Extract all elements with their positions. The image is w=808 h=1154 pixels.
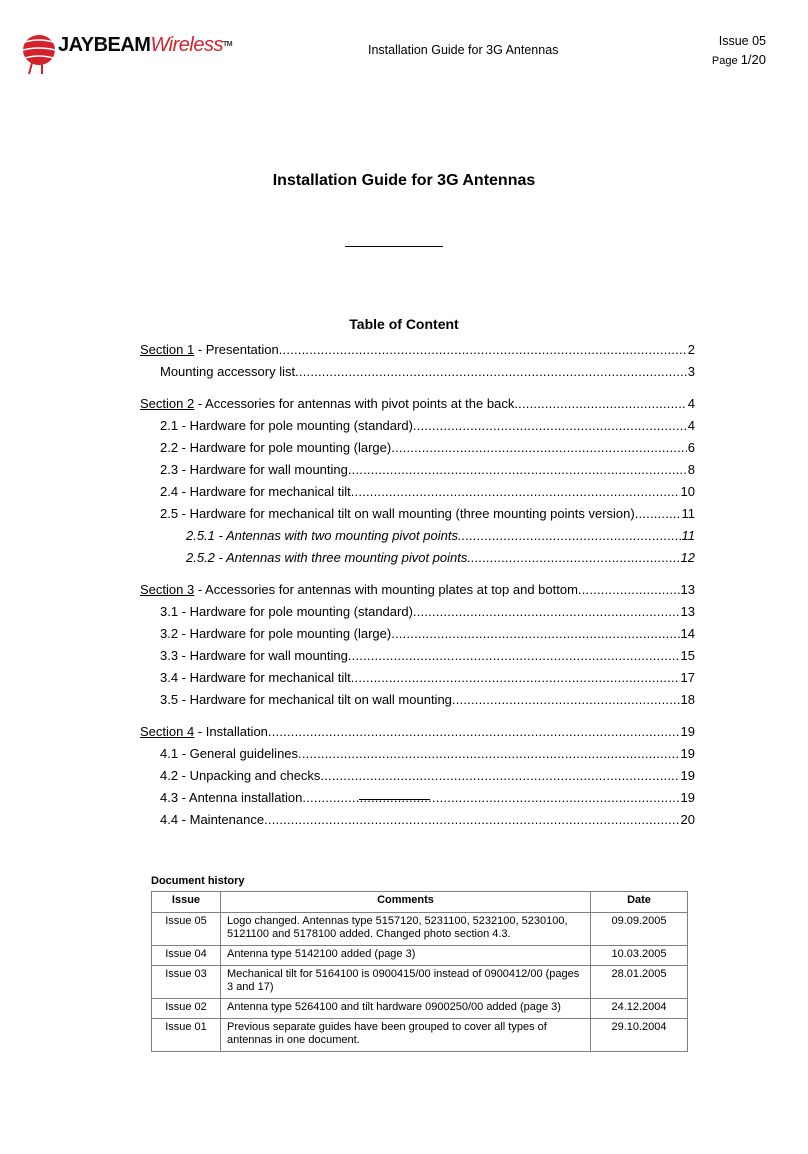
col-date: Date [591, 892, 688, 913]
toc-entry[interactable] [140, 601, 695, 623]
toc-leader [635, 503, 681, 525]
toc-page-number: 8 [687, 462, 695, 477]
toc-entry-label [160, 415, 413, 437]
history-date-cell: 24.12.2004 [591, 999, 688, 1019]
toc-entry-label [186, 525, 458, 547]
toc-page-number: 19 [680, 768, 695, 783]
toc-heading: Table of Content [349, 316, 459, 332]
toc-entry-title: - Presentation [194, 342, 279, 357]
toc-page-number: 20 [680, 812, 695, 827]
toc-entry[interactable] [140, 809, 695, 831]
toc-entry[interactable] [140, 459, 695, 481]
history-issue-cell: Issue 05 [152, 913, 221, 946]
page-label: Page [711, 55, 738, 67]
toc-section-link[interactable]: Section 4 [140, 724, 195, 739]
toc-page-number: 10 [680, 484, 695, 499]
toc-entry[interactable] [140, 393, 695, 415]
toc-page-number: 13 [680, 604, 695, 619]
toc-entry[interactable] [140, 721, 695, 743]
toc-entry-title: 2.2 - Hardware for pole mounting (large) [160, 440, 392, 455]
toc-leader [302, 787, 679, 809]
toc-entry-label [140, 339, 279, 361]
toc-section-link[interactable]: Section 1 [140, 342, 195, 357]
toc-page-number: 19 [680, 790, 695, 805]
history-table [151, 891, 688, 1052]
toc-entry-label [186, 547, 467, 569]
toc-entry-title: 3.3 - Hardware for wall mounting [160, 648, 348, 663]
document-title: Installation Guide for 3G Antennas [272, 172, 536, 189]
toc-entry-title: 3.2 - Hardware for pole mounting (large) [160, 626, 392, 641]
toc-entry-label [160, 601, 413, 623]
col-comments: Comments [221, 892, 591, 913]
toc-entry-label [140, 393, 514, 415]
toc-divider [359, 799, 430, 800]
toc-leader [298, 743, 680, 765]
history-comment-cell: Antenna type 5142100 added (page 3) [221, 946, 591, 966]
toc-entry[interactable] [140, 743, 695, 765]
history-header-row [152, 892, 688, 913]
toc-entry[interactable] [140, 437, 695, 459]
toc-entry[interactable] [140, 503, 695, 525]
toc-entry-label [160, 689, 452, 711]
toc-leader [458, 525, 681, 547]
toc-page-number: 2 [687, 342, 695, 357]
toc-entry[interactable] [140, 361, 695, 383]
table-row [152, 966, 688, 999]
toc-entry[interactable] [140, 525, 695, 547]
toc-entry-label [160, 809, 264, 831]
col-issue: Issue [152, 892, 221, 913]
toc-leader [413, 415, 687, 437]
table-row [152, 913, 688, 946]
toc-entry-label [160, 481, 351, 503]
toc-entry-label [160, 787, 302, 809]
toc-page-number: 13 [680, 582, 695, 597]
toc-entry-title: 4.2 - Unpacking and checks [160, 768, 321, 783]
history-issue-cell: Issue 04 [152, 946, 221, 966]
toc-entry-title: 2.4 - Hardware for mechanical tilt [160, 484, 351, 499]
toc-entry-label [160, 361, 295, 383]
table-row [152, 1019, 688, 1052]
toc-entry[interactable] [140, 689, 695, 711]
toc-page-number: 6 [687, 440, 695, 455]
toc-entry[interactable] [140, 415, 695, 437]
toc-entry-label [160, 623, 391, 645]
history-issue-cell: Issue 02 [152, 999, 221, 1019]
toc-page-number: 4 [687, 418, 695, 433]
history-label: Document history [151, 875, 245, 887]
table-row [152, 999, 688, 1019]
toc-page-number: 12 [680, 550, 695, 565]
toc-entry-label [140, 721, 268, 743]
toc-entry-title: 2.5 - Hardware for mechanical tilt on wall mounting (three mounting points version) [160, 506, 635, 521]
logo-wordmark: JAYBEAMWireless™ [58, 34, 233, 56]
header-issue: Issue 05 [718, 34, 766, 48]
toc-section-link[interactable]: Section 2 [140, 396, 195, 411]
toc-entry-title: 4.1 - General guidelines [160, 746, 299, 761]
toc-entry-title: Mounting accessory list [160, 364, 296, 379]
history-issue-cell: Issue 03 [152, 966, 221, 999]
toc-leader [295, 361, 687, 383]
page-number: 1/20 [740, 52, 766, 67]
toc-leader [351, 667, 680, 689]
toc-entry[interactable] [140, 787, 695, 809]
toc-leader [452, 689, 680, 711]
toc-page-number: 3 [687, 364, 695, 379]
toc-entry-label [140, 579, 578, 601]
toc-entry-title: 2.3 - Hardware for wall mounting [160, 462, 348, 477]
table-of-contents [140, 339, 695, 831]
antenna-dish-icon [20, 28, 60, 76]
toc-leader [514, 393, 686, 415]
toc-page-number: 14 [680, 626, 695, 641]
company-logo [20, 28, 250, 76]
toc-page-number: 17 [680, 670, 695, 685]
history-date-cell: 10.03.2005 [591, 946, 688, 966]
toc-entry[interactable] [140, 765, 695, 787]
toc-entry-label [160, 503, 635, 525]
toc-entry-label [160, 645, 348, 667]
toc-entry[interactable] [140, 481, 695, 503]
toc-entry-title: - Installation [194, 724, 268, 739]
toc-leader [351, 481, 680, 503]
history-issue-cell: Issue 01 [152, 1019, 221, 1052]
toc-leader [467, 547, 679, 569]
toc-page-number: 11 [681, 528, 695, 543]
toc-page-number: 19 [680, 746, 695, 761]
toc-leader [391, 623, 679, 645]
toc-entry[interactable] [140, 645, 695, 667]
toc-entry-title: 2.5.1 - Antennas with two mounting pivot points [186, 528, 458, 543]
header-title: Installation Guide for 3G Antennas [368, 43, 559, 57]
toc-entry-title: 3.4 - Hardware for mechanical tilt [160, 670, 351, 685]
toc-leader [279, 339, 687, 361]
toc-entry-title: 2.1 - Hardware for pole mounting (standard) [160, 418, 413, 433]
toc-section-link[interactable]: Section 3 [140, 582, 195, 597]
history-date-cell: 29.10.2004 [591, 1019, 688, 1052]
toc-entry-title: 2.5.2 - Antennas with three mounting pivot points [186, 550, 468, 565]
history-date-cell: 09.09.2005 [591, 913, 688, 946]
history-comment-cell: Logo changed. Antennas type 5157120, 5231100, 5232100, 5230100, 5121100 and 5178100 added. Changed photo section 4.3. [221, 913, 591, 946]
toc-entry[interactable] [140, 579, 695, 601]
toc-entry[interactable] [140, 339, 695, 361]
toc-page-number: 11 [681, 506, 695, 521]
toc-entry-label [160, 437, 391, 459]
toc-page-number: 19 [680, 724, 695, 739]
toc-entry[interactable] [140, 623, 695, 645]
history-comment-cell: Previous separate guides have been grouped to cover all types of antennas in one document. [221, 1019, 591, 1052]
toc-leader [268, 721, 680, 743]
table-row [152, 946, 688, 966]
toc-entry-title: 3.5 - Hardware for mechanical tilt on wall mounting [160, 692, 452, 707]
history-date-cell: 28.01.2005 [591, 966, 688, 999]
toc-leader [348, 645, 680, 667]
toc-page-number: 15 [680, 648, 695, 663]
toc-page-number: 18 [680, 692, 695, 707]
toc-entry[interactable] [140, 547, 695, 569]
toc-entry-title: 3.1 - Hardware for pole mounting (standard) [160, 604, 413, 619]
toc-entry-label [160, 667, 351, 689]
toc-entry-label [160, 459, 348, 481]
toc-entry-label [160, 765, 320, 787]
toc-leader [391, 437, 687, 459]
toc-entry-title: 4.4 - Maintenance [160, 812, 265, 827]
header-page [712, 52, 766, 67]
toc-leader [578, 579, 680, 601]
toc-entry-title: 4.3 - Antenna installation [160, 790, 303, 805]
toc-leader [413, 601, 680, 623]
toc-entry[interactable] [140, 667, 695, 689]
toc-leader [264, 809, 679, 831]
toc-entry-title: - Accessories for antennas with pivot points at the back [194, 396, 515, 411]
toc-entry-title: - Accessories for antennas with mounting plates at top and bottom [194, 582, 578, 597]
history-comment-cell: Mechanical tilt for 5164100 is 0900415/00 instead of 0900412/00 (pages 3 and 17) [221, 966, 591, 999]
title-divider [345, 246, 443, 247]
toc-leader [320, 765, 679, 787]
history-comment-cell: Antenna type 5264100 and tilt hardware 0900250/00 added (page 3) [221, 999, 591, 1019]
toc-entry-label [160, 743, 298, 765]
toc-leader [348, 459, 687, 481]
toc-page-number: 4 [687, 396, 695, 411]
